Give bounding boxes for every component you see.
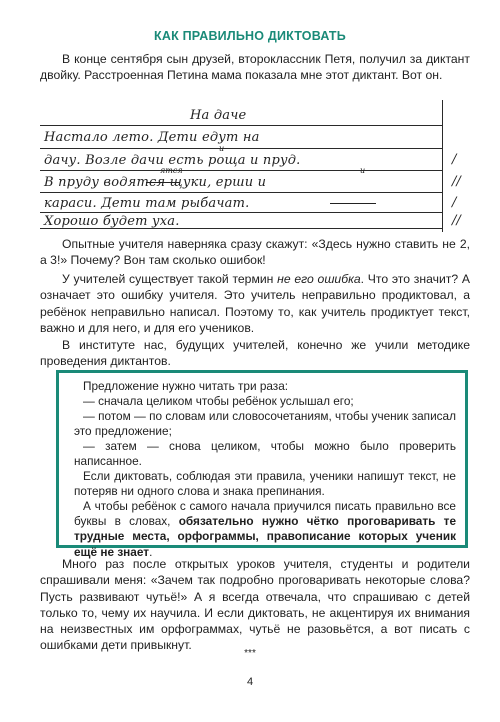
intro-paragraph: В конце сентября сын друзей, второклассник Петя, получил за диктант двойку. Расстроенная Петина мама показала мне этот диктант. Вот он.: [40, 52, 470, 83]
page-title: КАК ПРАВИЛЬНО ДИКТОВАТЬ: [154, 29, 346, 43]
paragraph-teachers: Опытные учителя наверняка сразу скажут: «Здесь нужно ставить не 2, а 3!» Почему? Вон там сколько ошибок!: [40, 237, 470, 268]
notebook-rule: [40, 148, 442, 149]
correction-insert: и: [360, 166, 366, 175]
dictation-heading: На даче: [190, 108, 247, 123]
notebook-rule: [40, 125, 442, 126]
box-paragraph: — сначала целиком чтобы ребёнок услышал его;: [83, 394, 354, 408]
error-mark: /: [452, 195, 457, 210]
notebook-margin: [442, 100, 443, 232]
box-plain-text: А чтобы ребёнок с самого начала приучился писать правильно все буквы в словах,: [74, 499, 456, 529]
page-number: 4: [246, 676, 254, 688]
notebook-rule: [40, 170, 442, 171]
box-paragraph: — потом — по словам или словосочетаниям, чтобы ученик записал это предложение;: [74, 409, 456, 439]
box-end-text: .: [149, 544, 153, 559]
box-paragraph: Если диктовать, соблюдая эти правила, ученики напишут текст, не потеряв ни одного слова и знака препинания.: [74, 469, 456, 499]
term-before: У учителей существует такой термин: [62, 272, 278, 286]
correction-insert: ятся: [160, 166, 183, 175]
dictation-line: В пруду водятся щуки, ерши и: [44, 175, 267, 190]
box-paragraph: — затем — снова целиком, чтобы можно было проверить написанное.: [74, 439, 456, 469]
dictation-line: дачу. Возле дачи есть роща и пруд.: [44, 153, 301, 168]
dictation-line: Хорошо будет уха.: [44, 214, 180, 229]
box-bold-text: обязательно нужно чётко проговаривать те трудные места, орфограммы, правописание которых ученик ещё не знает: [74, 514, 456, 559]
box-paragraph-emphasis: [74, 499, 456, 560]
handwritten-dictation: [40, 100, 470, 232]
correction-strike: [146, 182, 180, 183]
term-italic: не его ошибка: [277, 272, 361, 286]
paragraph-term: [40, 271, 470, 336]
correction-strike: [330, 203, 376, 204]
section-divider: ***: [244, 648, 256, 659]
error-mark: //: [452, 213, 461, 228]
error-mark: /: [452, 152, 457, 167]
notebook-rule: [40, 192, 442, 193]
rules-box: [56, 370, 468, 559]
term-after: . Что это значит? А означает это ошибку учителя. Это учитель неправильно продиктовал, а ребёнок неправильно написал. Поэтому то, как учитель продиктует текст, важно и для него, и для его учеников.: [40, 272, 470, 335]
notebook-rule: [40, 212, 442, 213]
dictation-line: Настало лето. Дети едут на: [44, 130, 260, 145]
error-mark: //: [452, 174, 461, 189]
correction-insert: и: [219, 144, 225, 153]
paragraph-closing: Много раз после открытых уроков учителя, студенты и родители спрашивали меня: «Зачем так подробно проговаривать некоторые слова? Пусть развивают чутьё!» А я всегда отвечала, что спрашиваю с детей только то, чему их научила. И если диктовать, не акцентируя их внимания на неизвестных им орфограммах, чутьё не разовьётся, а вот писать с ошибками дети привыкнут.: [40, 557, 470, 653]
paragraph-institute: В институте нас, будущих учителей, конечно же учили методике проведения диктантов.: [40, 338, 470, 369]
box-paragraph: Предложение нужно читать три раза:: [83, 379, 289, 393]
dictation-line: караси. Дети там рыбачат.: [44, 196, 250, 211]
